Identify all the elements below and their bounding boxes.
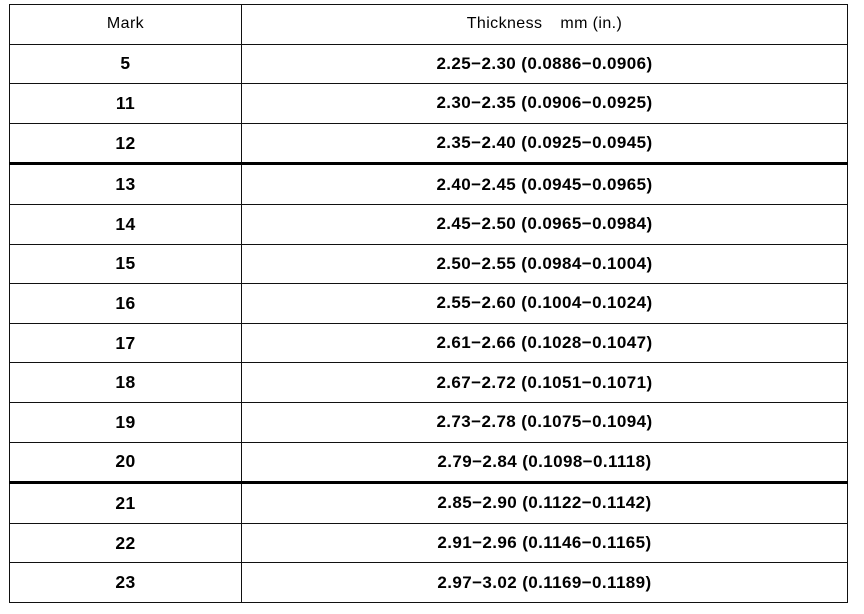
header-thickness xyxy=(242,5,848,45)
mark-cell: 17 xyxy=(10,323,242,363)
table-row xyxy=(10,442,848,483)
thickness-cell: 2.85−2.90 (0.1122−0.1142) xyxy=(242,483,848,524)
mark-cell: 13 xyxy=(10,164,242,205)
mark-cell: 19 xyxy=(10,402,242,442)
table-header-row xyxy=(10,5,848,45)
thickness-cell: 2.35−2.40 (0.0925−0.0945) xyxy=(242,123,848,164)
mark-cell: 12 xyxy=(10,123,242,164)
mark-cell: 5 xyxy=(10,44,242,84)
table-row xyxy=(10,44,848,84)
table-row xyxy=(10,204,848,244)
table-row xyxy=(10,483,848,524)
table-row xyxy=(10,123,848,164)
thickness-cell: 2.55−2.60 (0.1004−0.1024) xyxy=(242,284,848,324)
table-row xyxy=(10,284,848,324)
header-thickness-unit: mm (in.) xyxy=(560,15,623,33)
thickness-cell: 2.30−2.35 (0.0906−0.0925) xyxy=(242,84,848,124)
table-row xyxy=(10,84,848,124)
mark-cell: 11 xyxy=(10,84,242,124)
table-row xyxy=(10,523,848,563)
thickness-table xyxy=(9,4,848,603)
thickness-cell: 2.61−2.66 (0.1028−0.1047) xyxy=(242,323,848,363)
thickness-cell: 2.79−2.84 (0.1098−0.1118) xyxy=(242,442,848,483)
mark-cell: 18 xyxy=(10,363,242,403)
thickness-cell: 2.25−2.30 (0.0886−0.0906) xyxy=(242,44,848,84)
thickness-cell: 2.45−2.50 (0.0965−0.0984) xyxy=(242,204,848,244)
thickness-cell: 2.67−2.72 (0.1051−0.1071) xyxy=(242,363,848,403)
header-mark: Mark xyxy=(10,5,242,45)
thickness-cell: 2.40−2.45 (0.0945−0.0965) xyxy=(242,164,848,205)
table-row xyxy=(10,164,848,205)
thickness-cell: 2.73−2.78 (0.1075−0.1094) xyxy=(242,402,848,442)
mark-cell: 15 xyxy=(10,244,242,284)
table-row xyxy=(10,402,848,442)
mark-cell: 22 xyxy=(10,523,242,563)
mark-cell: 14 xyxy=(10,204,242,244)
mark-cell: 16 xyxy=(10,284,242,324)
table-row xyxy=(10,563,848,603)
thickness-cell: 2.91−2.96 (0.1146−0.1165) xyxy=(242,523,848,563)
thickness-cell: 2.50−2.55 (0.0984−0.1004) xyxy=(242,244,848,284)
table-row xyxy=(10,244,848,284)
thickness-cell: 2.97−3.02 (0.1169−0.1189) xyxy=(242,563,848,603)
table-row xyxy=(10,323,848,363)
mark-cell: 23 xyxy=(10,563,242,603)
thickness-table-container xyxy=(9,4,847,603)
table-row xyxy=(10,363,848,403)
mark-cell: 21 xyxy=(10,483,242,524)
mark-cell: 20 xyxy=(10,442,242,483)
header-thickness-label: Thickness xyxy=(466,15,543,33)
